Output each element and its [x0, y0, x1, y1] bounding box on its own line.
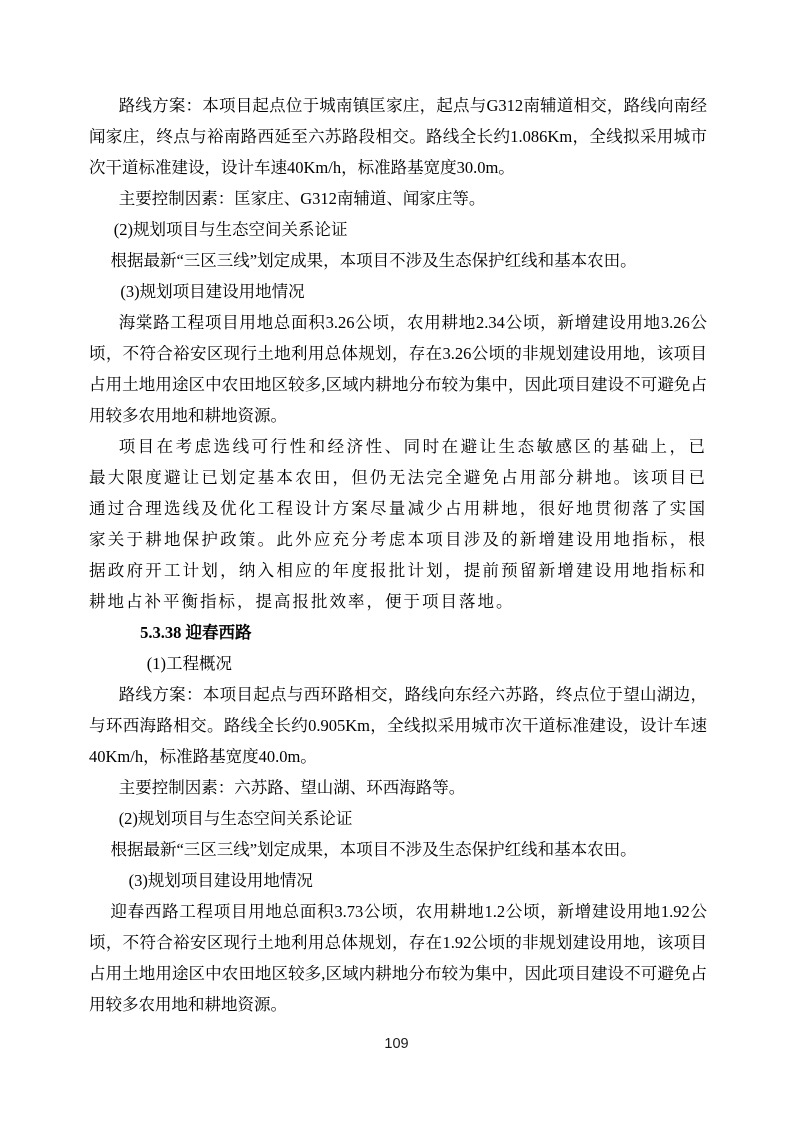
item-project-overview-yingchun: (1)工程概况 — [146, 654, 232, 673]
paragraph-land-use-yingchun: 迎春西路工程项目用地总面积3.73公顷，农用耕地1.2公顷，新增建设用地1.92公顷，不符合裕安区现行土地利用总体规划，存在1.92公顷的非规划建设用地，该项目占用土地用途区中农田地区较多,区域内耕地分布较为集中，因此项目建设不可避免占用较多农用地和耕地资源。 — [89, 902, 707, 1014]
paragraph-eco-conclusion-yingchun: 根据最新“三区三线”划定成果，本项目不涉及生态保护红线和基本农田。 — [110, 840, 637, 859]
item-land-use-haitang: (3)规划项目建设用地情况 — [120, 282, 305, 301]
paragraph-control-factors-yingchun: 主要控制因素：六苏路、望山湖、环西海路等。 — [118, 778, 466, 797]
paragraph-farmland-mitigation: 项目在考虑选线可行性和经济性、同时在避让生态敏感区的基础上，已最大限度避让已划定基本农田，但仍无法完全避免占用部分耕地。该项目已通过合理选线及优化工程设计方案尽量减少占用耕地，很好地贯彻落了实国家关于耕地保护政策。此外应充分考虑本项目涉及的新增建设用地指标，根据政府开工计划，纳入相应的年度报批计划，提前预留新增建设用地指标和耕地占补平衡指标，提高报批效率，便于项目落地。 — [89, 437, 707, 611]
paragraph-route-plan-haitang: 路线方案：本项目起点位于城南镇匡家庄，起点与G312南辅道相交，路线向南经闻家庄，终点与裕南路西延至六苏路段相交。路线全长约1.086Km，全线拟采用城市次干道标准建设，设计车速40Km/h，标准路基宽度30.0m。 — [89, 96, 707, 177]
item-eco-relation-yingchun: (2)规划项目与生态空间关系论证 — [118, 809, 353, 828]
page-content — [89, 90, 707, 1020]
page-number: 109 — [384, 1036, 409, 1052]
paragraph-control-factors-haitang: 主要控制因素：匡家庄、G312南辅道、闻家庄等。 — [118, 189, 486, 208]
paragraph-land-use-haitang: 海棠路工程项目用地总面积3.26公顷，农用耕地2.34公顷，新增建设用地3.26公顷，不符合裕安区现行土地利用总体规划，存在3.26公顷的非规划建设用地，该项目占用土地用途区中农田地区较多,区域内耕地分布较为集中，因此项目建设不可避免占用较多农用地和耕地资源。 — [89, 313, 707, 425]
item-eco-relation-haitang: (2)规划项目与生态空间关系论证 — [113, 220, 348, 239]
paragraph-route-plan-yingchun: 路线方案：本项目起点与西环路相交，路线向东经六苏路，终点位于望山湖边，与环西海路相交。路线全长约0.905Km，全线拟采用城市次干道标准建设，设计车速40Km/h，标准路基宽度40.0m。 — [89, 685, 707, 766]
section-heading-yingchun-west-road: 5.3.38 迎春西路 — [140, 623, 252, 642]
paragraph-eco-conclusion-haitang: 根据最新“三区三线”划定成果，本项目不涉及生态保护红线和基本农田。 — [110, 251, 637, 270]
item-land-use-yingchun: (3)规划项目建设用地情况 — [128, 871, 313, 890]
